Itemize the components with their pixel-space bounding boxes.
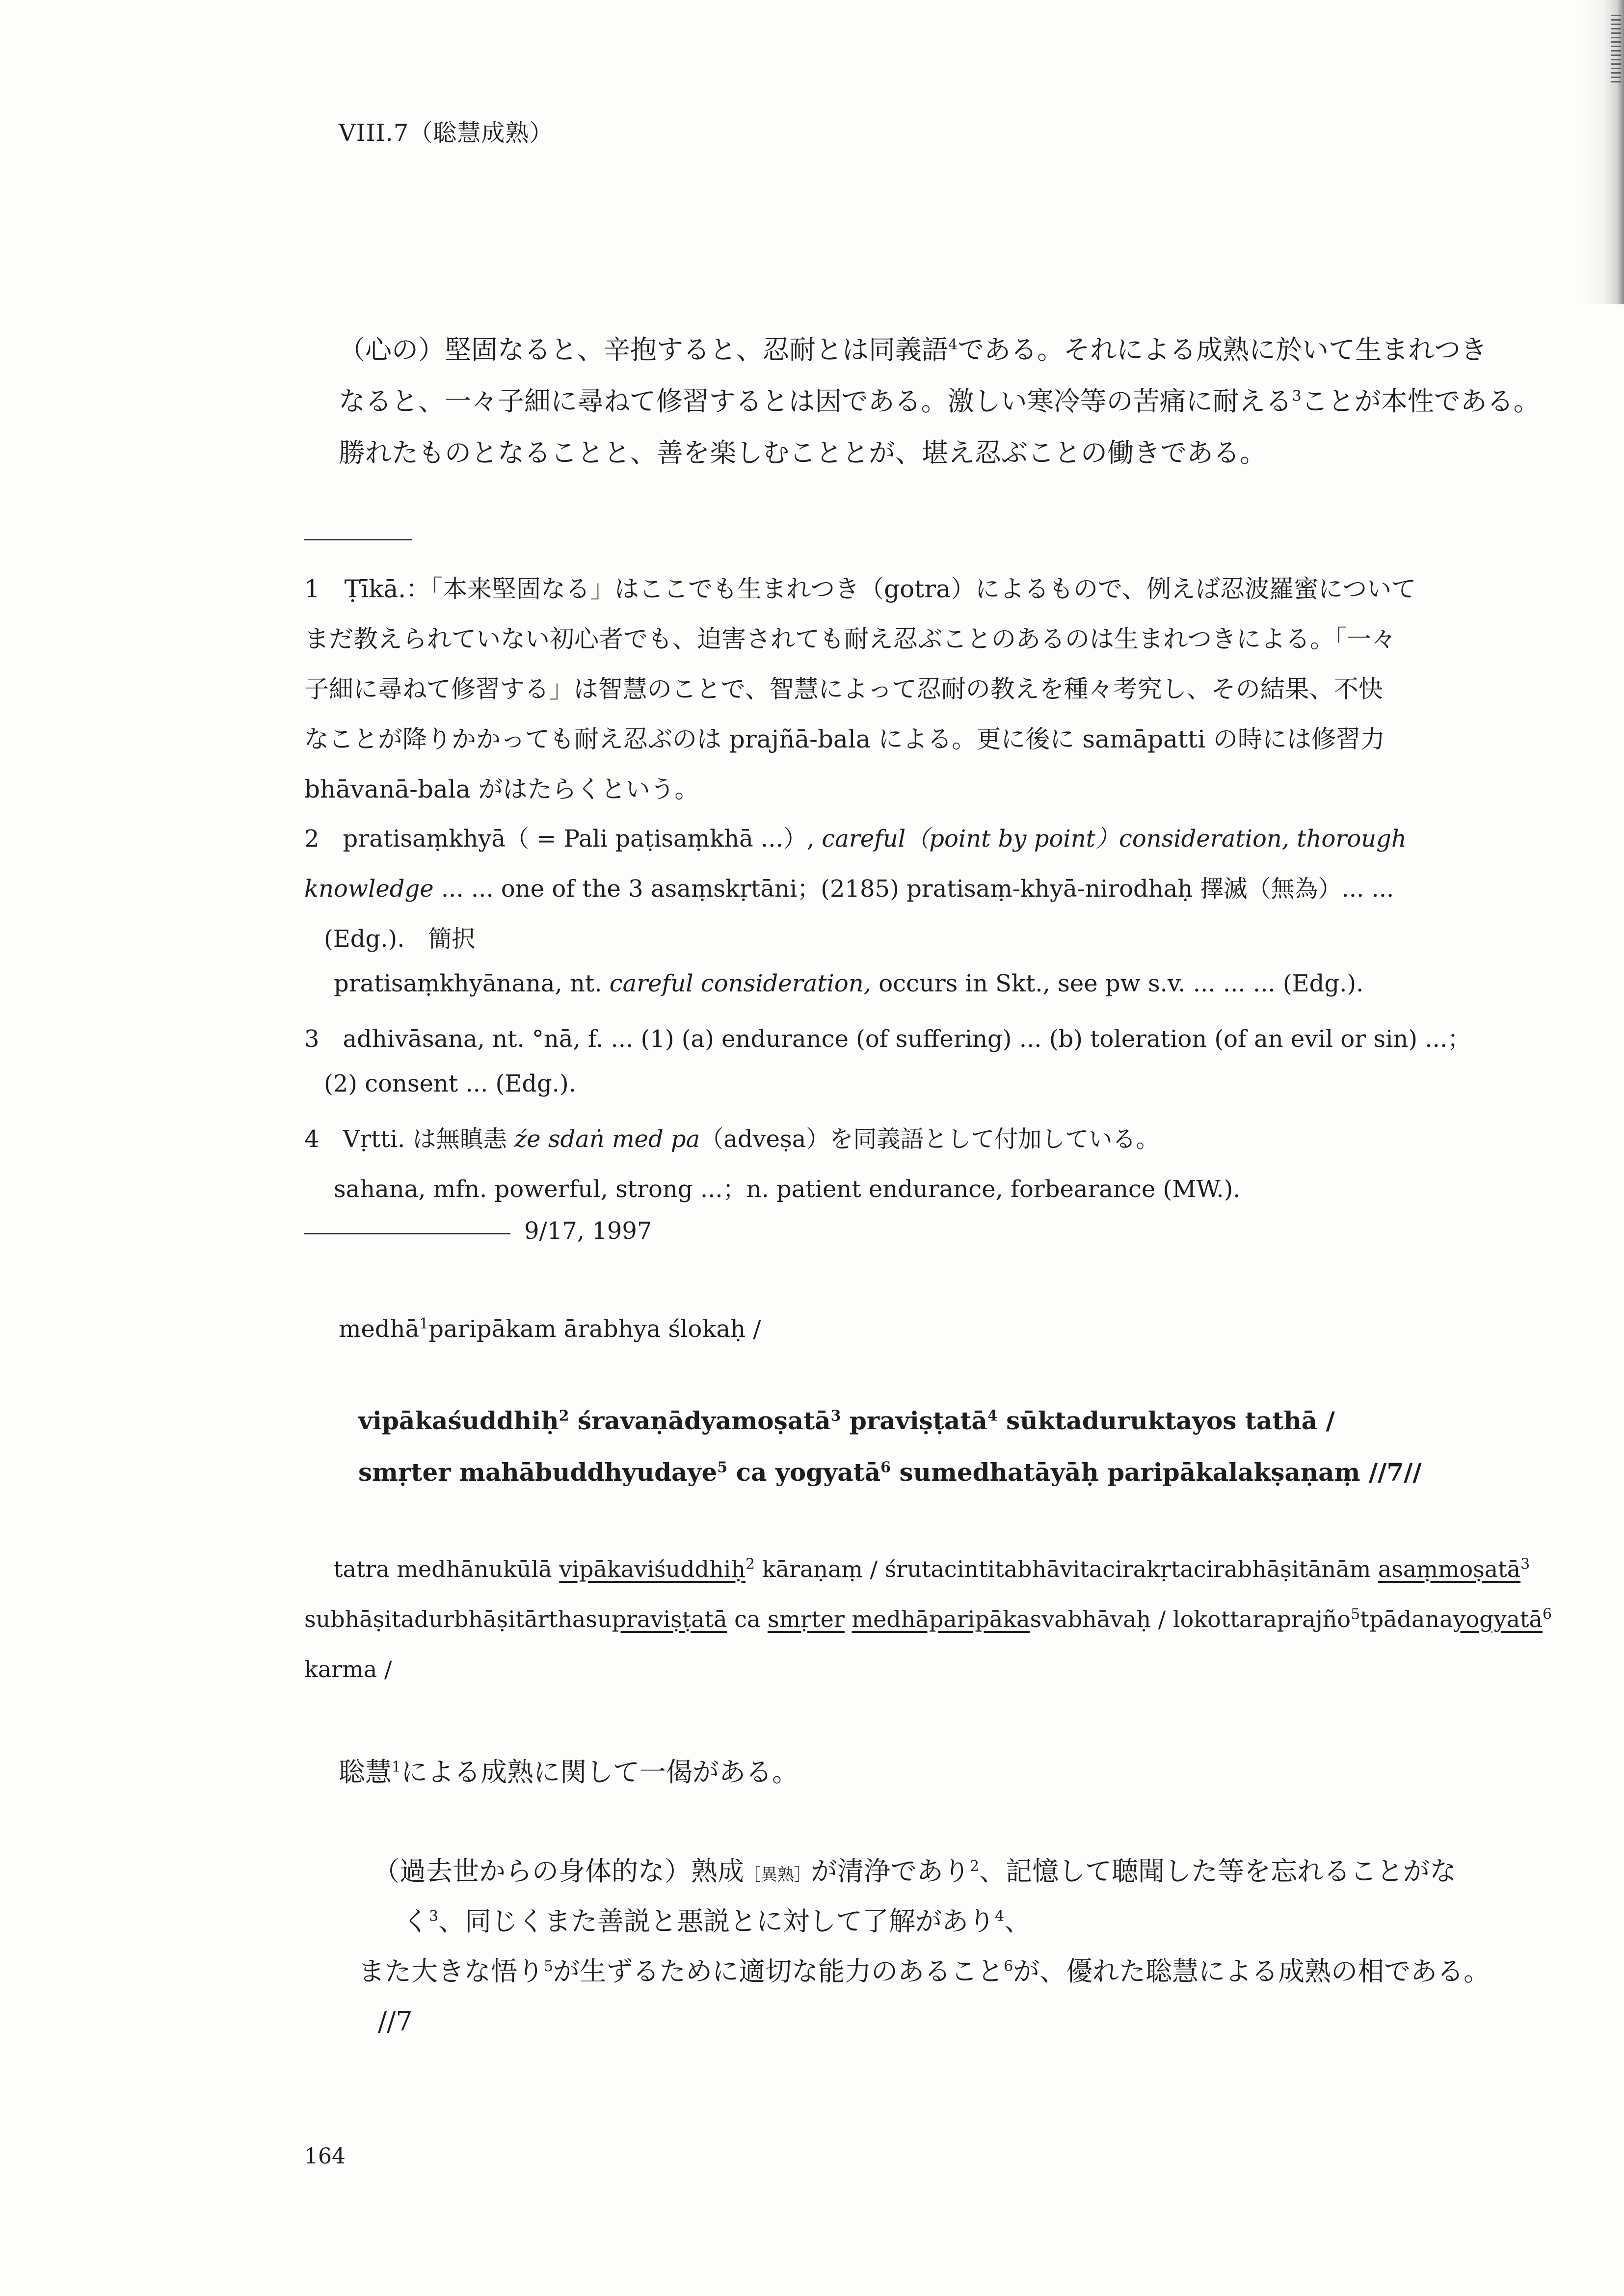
footnote-2-line-3: (Edg.). 簡択 — [324, 925, 476, 953]
comm-2i: yogyatā — [1453, 1606, 1543, 1632]
tr-v1a: （過去世からの身体的な）熟成 — [373, 1856, 744, 1887]
main-line-1a: （心の）堅固なると、辛抱すると、忍耐とは同義語 — [339, 334, 948, 365]
verse-line-2 — [358, 1458, 1422, 1487]
comm-2a: subhāṣitadurbhāṣitārthasu — [304, 1606, 612, 1632]
main-line-1b: である。それによる成熟に於いて生まれつき — [958, 334, 1488, 365]
verse-ref-3: 3 — [830, 1407, 841, 1425]
sk-intro-a: medhā — [339, 1315, 420, 1343]
fn2-gloss: careful（point by point）consideration, thorough — [822, 825, 1407, 853]
fn2-line-4-rest: occurs in Skt., see pw s.v. ... ... ... (Edg.). — [871, 970, 1364, 997]
tr-ref-1: 1 — [392, 1759, 401, 1776]
footnote-3-line-1: 3 adhivāsana, nt. °nā, f. ... (1) (a) endurance (of suffering) ... (b) toleration (of an evil or sin) ...； — [304, 1025, 1471, 1053]
footnote-1-line-3: 子細に尋ねて修習する」は智慧のことで、智慧によって忍耐の教えを種々考究し、その結果、不快 — [304, 675, 1383, 703]
comm-2c: ca — [727, 1606, 768, 1632]
verse-line-1 — [358, 1406, 1335, 1435]
verse-1b: śravaṇādyamoṣatā — [569, 1406, 831, 1435]
tr-v3a: また大きな悟り — [358, 1956, 544, 1987]
fn4-tibetan: źe sdaṅ med pa — [514, 1125, 700, 1153]
tr-v1c: 、記憶して聴聞した等を忘れることがな — [979, 1856, 1457, 1887]
fn2-knowledge: knowledge — [304, 875, 434, 903]
comm-2b: praviṣṭatā — [612, 1606, 727, 1632]
date-rule — [304, 1233, 510, 1234]
fn2-term: 2 pratisaṃkhyā（ = Pali paṭisaṃkhā ...）, — [304, 825, 822, 853]
verse-1d: sūktaduruktayos tathā / — [997, 1406, 1335, 1435]
footnote-date: 9/17, 1997 — [524, 1217, 652, 1245]
footnote-4-line-1 — [304, 1120, 1159, 1154]
commentary-line-2 — [304, 1606, 1552, 1632]
verse-ref-5: 5 — [717, 1459, 728, 1476]
tr-v2c: 、 — [1004, 1906, 1031, 1937]
comm-1b: vipākaviśuddhiḥ — [559, 1556, 745, 1582]
tr-v2a: く — [402, 1906, 429, 1937]
footnote-2-line-1 — [304, 820, 1407, 854]
footnote-4-line-2: sahana, mfn. powerful, strong ...；n. patient endurance, forbearance (MW.). — [334, 1175, 1241, 1203]
tr-ref-4: 4 — [995, 1908, 1005, 1925]
footnote-1-line-2: まだ教えられていない初心者でも、迫害されても耐え忍ぶことのあるのは生まれつきによる。「一々 — [304, 625, 1396, 653]
translation-verse-line-2 — [402, 1896, 1031, 1947]
comm-ref-3: 3 — [1520, 1555, 1530, 1573]
main-line-3: 勝れたものとなることと、善を楽しむこととが、堪え忍ぶことの働きである。 — [339, 437, 1266, 468]
fn2-term-2: pratisaṃkhyānana, nt. — [334, 970, 610, 997]
tr-ref-6: 6 — [1004, 1958, 1013, 1975]
comm-ref-6: 6 — [1542, 1605, 1552, 1623]
comm-2f: medhāparipāka — [852, 1606, 1030, 1632]
tr-ref-2: 2 — [970, 1858, 980, 1875]
verse-ref-2: 2 — [559, 1407, 569, 1425]
tr-ref-5: 5 — [544, 1958, 554, 1975]
verse-2b: ca yogyatā — [727, 1458, 881, 1487]
translation-verse-number: //7 — [378, 2006, 413, 2037]
comm-1c: kāraṇaṃ / śrutacintitabhāvitacirakṛtacirabhāṣitānām — [755, 1556, 1378, 1582]
comm-2e — [845, 1606, 852, 1632]
comm-2g: svabhāvaḥ / lokottaraprajño — [1030, 1606, 1351, 1632]
fn2-gloss-2: careful consideration, — [609, 970, 871, 997]
comm-2h: tpādana — [1360, 1606, 1453, 1632]
verse-2c: sumedhatāyāḥ paripākalakṣaṇaṃ //7// — [891, 1458, 1422, 1487]
tr-v3c: が、優れた聡慧による成熟の相である。 — [1013, 1956, 1491, 1987]
comm-1a: tatra medhānukūlā — [334, 1556, 559, 1582]
footnote-ref-3: 3 — [1292, 388, 1302, 405]
main-line-1 — [339, 324, 1497, 375]
translation-intro — [339, 1746, 799, 1798]
tr-v3b: が生ずるために適切な能力のあること — [553, 1956, 1004, 1987]
comm-ref-5: 5 — [1351, 1605, 1360, 1623]
scan-edge-noise — [1611, 15, 1621, 83]
tr-ref-3: 3 — [429, 1908, 439, 1925]
footnote-3-line-2: (2) consent ... (Edg.). — [324, 1070, 576, 1097]
sanskrit-intro — [339, 1315, 761, 1343]
fn4-intro: 4 Vṛtti. は無瞋恚 — [304, 1125, 514, 1153]
footnote-separator — [304, 539, 412, 540]
main-paragraph — [339, 324, 1540, 479]
footnote-2-line-2 — [304, 870, 1394, 904]
verse-ref-4: 4 — [987, 1407, 998, 1425]
commentary-line-3: karma / — [304, 1656, 392, 1682]
tr-v1-small: ［異熟］ — [744, 1865, 811, 1885]
footnote-1-line-4: なことが降りかかっても耐え忍ぶのは prajñā-bala による。更に後に samāpatti の時には修習力 — [304, 725, 1385, 753]
tr-v1b: が清浄であり — [811, 1856, 970, 1887]
verse-2a: smṛter mahābuddhyudaye — [358, 1458, 718, 1487]
sk-intro-b: paripākam ārabhya ślokaḥ / — [428, 1315, 761, 1343]
sk-ref-1: 1 — [419, 1315, 429, 1333]
fn2-line-2-rest: ... ... one of the 3 asaṃskṛtāni；(2185) pratisaṃ-khyā-nirodhaḥ 擇滅（無為）... ... — [433, 875, 1394, 903]
footnote-1-line-5: bhāvanā-bala がはたらくという。 — [304, 775, 699, 803]
comm-1d: asaṃmoṣatā — [1378, 1556, 1521, 1582]
page-number: 164 — [304, 2144, 346, 2169]
footnote-2-line-4 — [334, 970, 1363, 997]
comm-ref-2: 2 — [745, 1555, 755, 1573]
footnote-ref-4: 4 — [948, 336, 958, 353]
translation-verse-line-3 — [358, 1946, 1490, 1997]
tr-intro-b: による成熟に関して一偈がある。 — [401, 1757, 799, 1788]
main-line-2b: ことが本性である。 — [1301, 386, 1540, 417]
tr-v2b: 、同じくまた善説と悪説とに対して了解があり — [438, 1906, 995, 1937]
verse-ref-6: 6 — [880, 1459, 891, 1476]
main-line-2a: なると、一々子細に尋ねて修習するとは因である。激しい寒冷等の苦痛に耐える — [339, 386, 1292, 417]
running-head: VIII.7（聡慧成熟） — [339, 119, 554, 147]
fn4-rest: （adveṣa）を同義語として付加している。 — [700, 1125, 1160, 1153]
verse-1a: vipākaśuddhiḥ — [358, 1406, 559, 1435]
footnote-1-line-1: 1 Ṭīkā.：「本来堅固なる」はここでも生まれつき（gotra）によるもので、例えば忍波羅蜜について — [304, 575, 1416, 603]
verse-1c: praviṣṭatā — [841, 1406, 987, 1435]
commentary-line-1 — [334, 1556, 1530, 1582]
tr-intro-a: 聡慧 — [339, 1757, 392, 1788]
comm-2d: smṛter — [767, 1606, 845, 1632]
translation-verse-line-1 — [373, 1845, 1456, 1901]
main-line-2 — [339, 375, 1540, 427]
